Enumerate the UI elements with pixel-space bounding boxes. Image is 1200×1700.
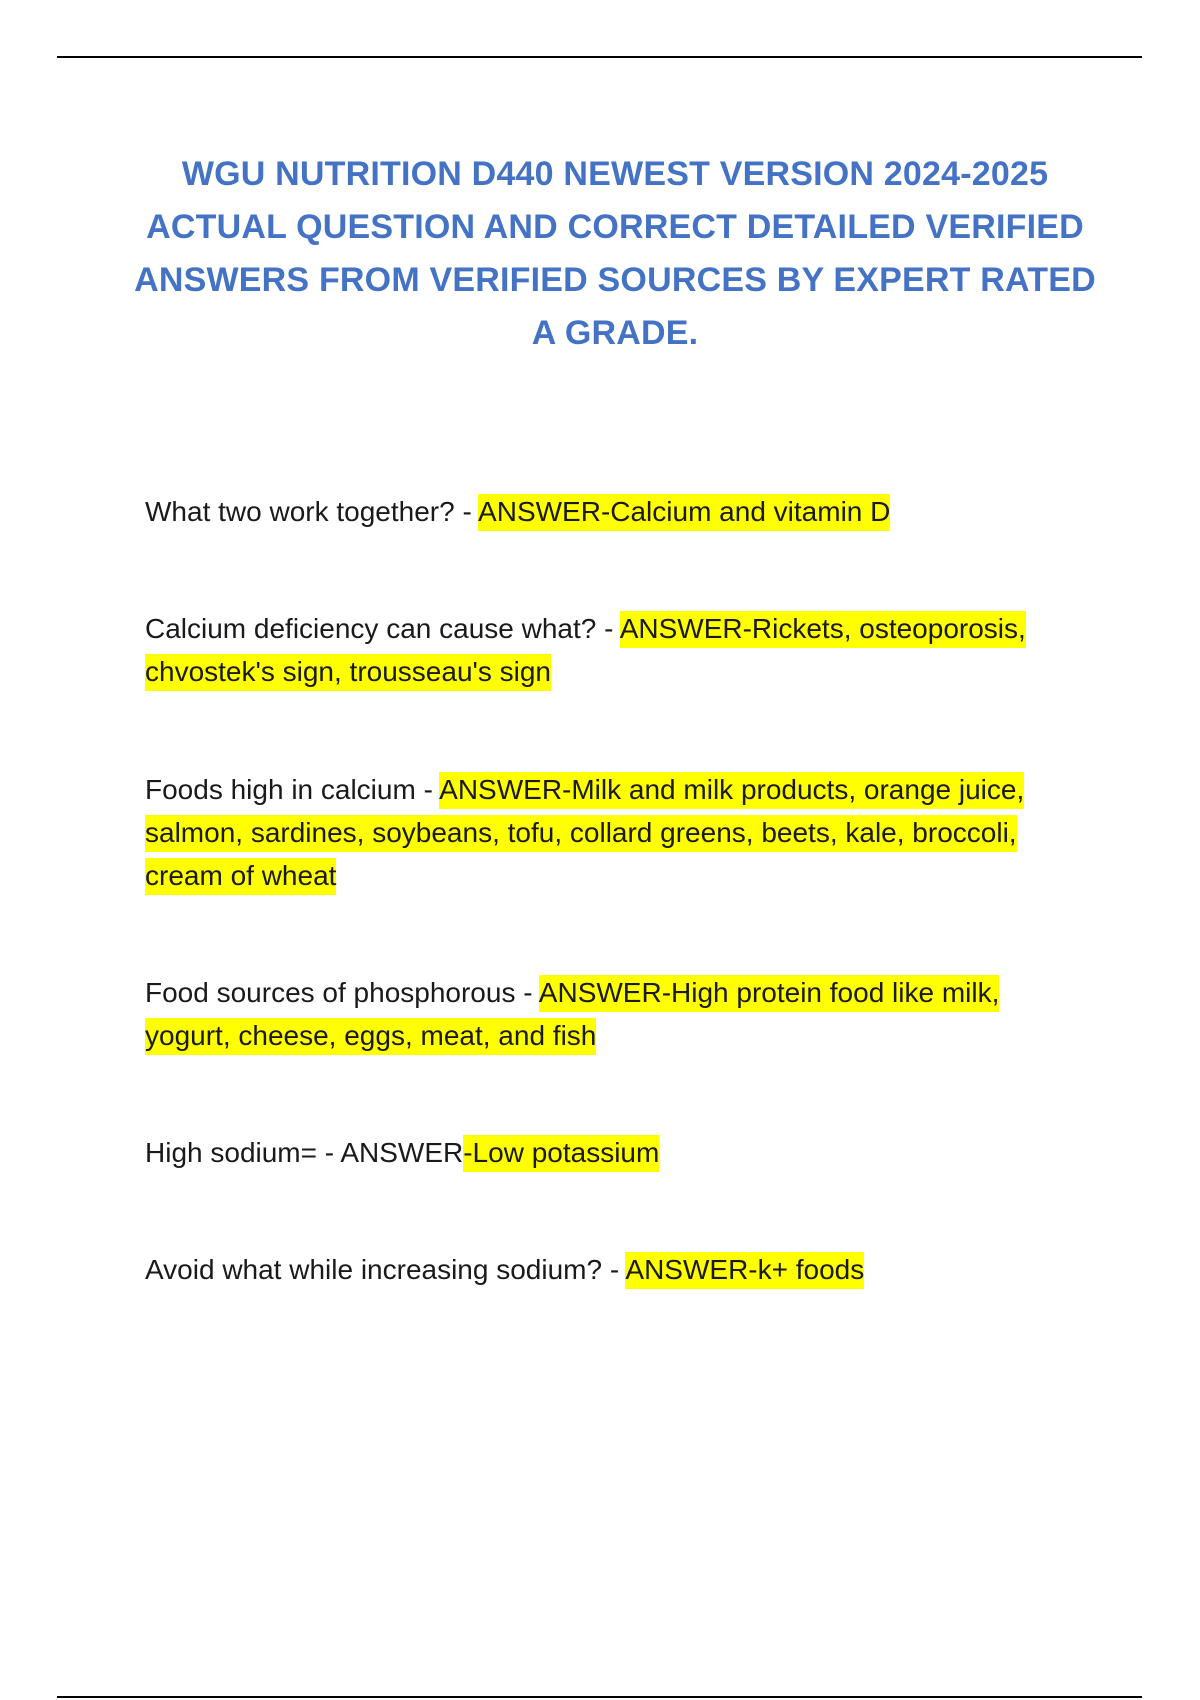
answer-prefix: ANSWER (340, 1137, 464, 1168)
bottom-horizontal-rule (57, 1696, 1142, 1698)
highlighted-answer: ANSWER-Milk and milk products, orange juice, salmon, sardines, soybeans, tofu, collard greens, beets, kale, broccoli, cream of wheat (145, 772, 1024, 895)
qa-item-5 (145, 1131, 1085, 1174)
question-text: Foods high in calcium - (145, 774, 440, 805)
document-title: WGU NUTRITION D440 NEWEST VERSION 2024-2025 ACTUAL QUESTION AND CORRECT DETAILED VERIFIED ANSWERS FROM VERIFIED SOURCES BY EXPERT RATED A GRADE. (134, 155, 1096, 352)
highlighted-answer: ANSWER-Rickets, osteoporosis, chvostek's sign, trousseau's sign (145, 611, 1026, 691)
qa-item-2 (145, 607, 1085, 693)
question-text: What two work together? - (145, 496, 479, 527)
top-horizontal-rule (57, 56, 1142, 58)
highlighted-answer: ANSWER-High protein food like milk, yogurt, cheese, eggs, meat, and fish (145, 975, 999, 1055)
question-text: Food sources of phosphorous - (145, 977, 539, 1008)
qa-item-1 (145, 490, 1085, 533)
qa-item-6 (145, 1248, 1085, 1291)
qa-item-3 (145, 768, 1085, 897)
highlighted-answer: -Low potassium (463, 1135, 659, 1172)
question-text: Avoid what while increasing sodium? - (145, 1254, 626, 1285)
highlighted-answer: ANSWER-Calcium and vitamin D (478, 494, 890, 531)
question-text: High sodium= - (145, 1137, 341, 1168)
highlighted-answer: ANSWER-k+ foods (625, 1252, 864, 1289)
qa-item-4 (145, 971, 1085, 1057)
question-text: Calcium deficiency can cause what? - (145, 613, 620, 644)
